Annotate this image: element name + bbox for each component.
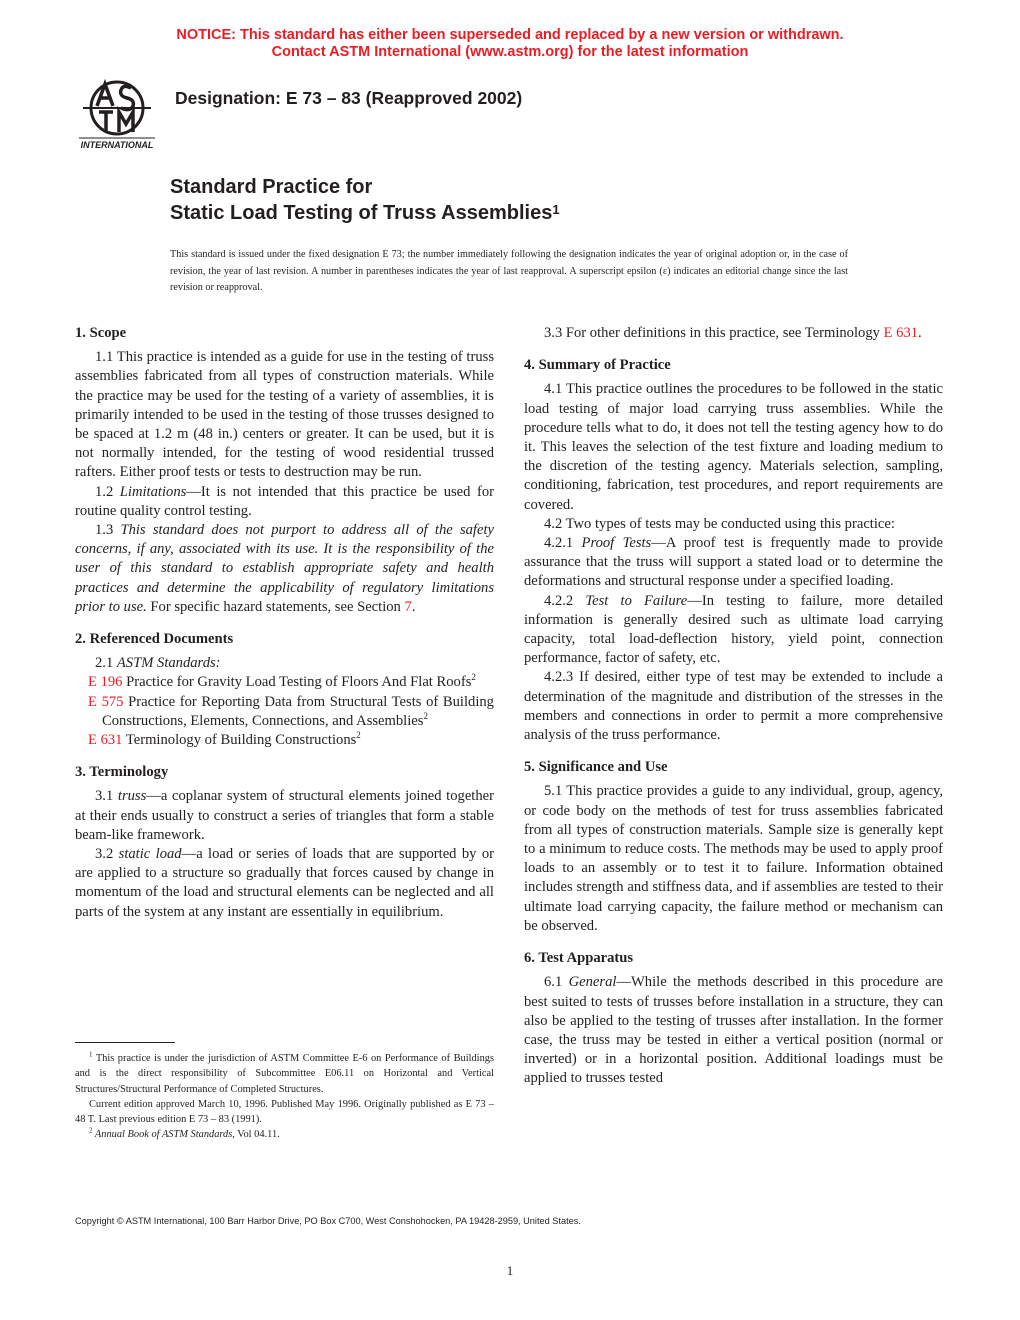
reference-e196: E 196 Practice for Gravity Load Testing of Floors And Flat Roofs$^2$	[88, 672, 476, 691]
paragraph-4-2-3: 4.2.3 If desired, either type of test may be extended to include a determination of the magnitude and distribution of the stresses in the members and connections in order to permit a more comprehensive analysis of the truss performance.	[524, 669, 943, 744]
reference-link-e196[interactable]: E 196	[88, 674, 123, 691]
paragraph-5-1: 5.1 This practice provides a guide to any individual, group, agency, or code body on the methods of test for truss assemblies fabricated from all types of construction materials. Sample size is generally kept to a minimum to reduce costs. The methods may be used to apply proof loads to an assembly or to test it to failure. Information obtained includes strength and stiffness data, and if assemblies are tested to their ultimate load carrying capacity, the failure method or mechanism can be observed.	[524, 783, 943, 934]
paragraph-4-2-1: 4.2.1 Proof Tests—A proof test is frequently made to provide assurance that the truss will support a stated load or to determine the deformations and structural response under a specified loading.	[524, 535, 944, 590]
page-number: 1	[506, 1263, 514, 1278]
reference-link-e631[interactable]: E 631	[88, 732, 123, 749]
paragraph-1-1: 1.1 This practice is intended as a guide for use in the testing of truss assemblies fabricated from all types of construction materials. While the practice may be used for the testing of a variety of assemblies, it is primarily intended to be used in the testing of those trusses designed to be spaced at 1.2 m (48 in.) centers or greater. It can be used, but it is not normally intended, for the testing of wood residential trussed rafters. Either proof tests or tests to destruction may be run.	[75, 349, 494, 481]
right-column	[524, 324, 943, 1089]
notice-line-1: NOTICE: This standard has either been superseded and replaced by a new version or withdrawn.	[176, 27, 844, 43]
paragraph-4-2: 4.2 Two types of tests may be conducted using this practice:	[544, 515, 895, 532]
footnote-1: $^1$ This practice is under the jurisdiction of ASTM Committee E-6 on Performance of Buildings and is the direct responsibility of Subcommittee E06.11 on Horizontal and Vertical Structures/Structural Performance of Completed Structures.	[75, 1050, 494, 1095]
reference-e631: E 631 Terminology of Building Constructions$^2$	[88, 730, 361, 749]
title-line-1: Standard Practice for	[170, 176, 373, 198]
terminology-link-e631[interactable]: E 631	[883, 325, 919, 341]
withdrawn-notice	[0, 27, 1020, 61]
footnotes	[75, 1051, 494, 1143]
paragraph-6-1: 6.1 General—While the methods described in this procedure are best suited to tests of trusses before installation in a structure, they can also be applied to the testing of trusses after installation. In the former case, the truss may be tested in either a vertical position (normal or inverted) or in a horizontal position. Additional loadings must be applied to trusses tested	[524, 974, 943, 1087]
title-line-2	[170, 200, 560, 226]
section-7-link[interactable]: 7	[404, 598, 412, 615]
paragraph-4-2-2: 4.2.2 Test to Failure—In testing to failure, more detailed information is generally desired such as ultimate load carrying capacity, total load-deflection history, yield point, connection performance, factor of safety, etc.	[524, 592, 943, 667]
astm-logo-mark	[73, 76, 161, 152]
paragraph-3-1: 3.1 truss—a coplanar system of structural elements joined together at their ends usually to construct a series of triangles that form a stable beam-like framework.	[75, 788, 495, 843]
footnote-1-edition: Current edition approved March 10, 1996. Published May 1996. Originally published as E 73 – 48 T. Last previous edition E 73 – 83 (1991).	[75, 1098, 494, 1126]
left-column	[75, 324, 494, 922]
paragraph-3-2: 3.2 static load—a load or series of loads that are supported by or are applied to a structure so gradually that forces caused by change in momentum of the load and structural elements can be neglected and all parts of the system at any instant are essentially in equilibrium.	[75, 846, 494, 920]
reference-e575: E 575 Practice for Reporting Data from Structural Tests of Building Constructions, Elements, Connections, and Assemblies$^2$	[88, 693, 494, 729]
footnote-2: $^2$ Annual Book of ASTM Standards, Vol 04.11.	[89, 1127, 280, 1141]
title-footnote-mark: 1	[552, 202, 560, 217]
section-heading-scope: 1. Scope	[75, 325, 127, 341]
issue-note: This standard is issued under the fixed designation E 73; the number immediately following the designation indicates the year of original adoption or, in the case of revision, the year of last revision. A number in parentheses indicates the year of last reapproval. A superscript epsilon (ε) indicates an editorial change since the last revision or reapproval.	[170, 249, 848, 293]
section-heading-referenced: 2. Referenced Documents	[75, 631, 234, 648]
title-main: Static Load Testing of Truss Assemblies	[170, 202, 553, 224]
paragraph-2-1: 2.1 ASTM Standards:	[95, 655, 221, 672]
paragraph-3-3: 3.3 For other definitions in this practice, see Terminology E 631.	[544, 325, 922, 341]
logo-wordmark: INTERNATIONAL	[80, 140, 154, 150]
footnote-divider	[75, 1042, 175, 1043]
section-heading-significance: 5. Significance and Use	[524, 759, 668, 776]
paragraph-1-3: 1.3 This standard does not purport to address all of the safety concerns, if any, associated with its use. It is the responsibility of the user of this standard to establish appropriate safety and health practices and determine the applicability of regulatory limitations prior to use. For specific hazard statements, see Section 7.	[75, 522, 494, 615]
copyright-notice: Copyright © ASTM International, 100 Barr Harbor Drive, PO Box C700, West Conshohocken, PA 19428-2959, United States.	[75, 1216, 581, 1226]
section-heading-terminology: 3. Terminology	[75, 764, 169, 781]
astm-logo	[73, 76, 161, 152]
reference-link-e575[interactable]: E 575	[88, 693, 124, 710]
section-heading-summary: 4. Summary of Practice	[524, 357, 671, 374]
designation: Designation: E 73 – 83 (Reapproved 2002)	[175, 88, 523, 108]
paragraph-1-2: 1.2 Limitations—It is not intended that this practice be used for routine quality control testing.	[75, 483, 495, 519]
section-heading-apparatus: 6. Test Apparatus	[524, 950, 634, 967]
document-title	[170, 174, 560, 226]
notice-line-2: Contact ASTM International (www.astm.org) for the latest information	[271, 44, 749, 60]
paragraph-4-1: 4.1 This practice outlines the procedures to be followed in the static load testing of major load carrying truss assemblies. While the procedure tells what to do, it does not tell the testing agency how to do it. This leaves the selection of the test fixture and loading medium to the discretion of the testing agency. Materials selection, sampling, conditioning, fabrication, test procedures, and report requirements are covered.	[524, 381, 943, 513]
